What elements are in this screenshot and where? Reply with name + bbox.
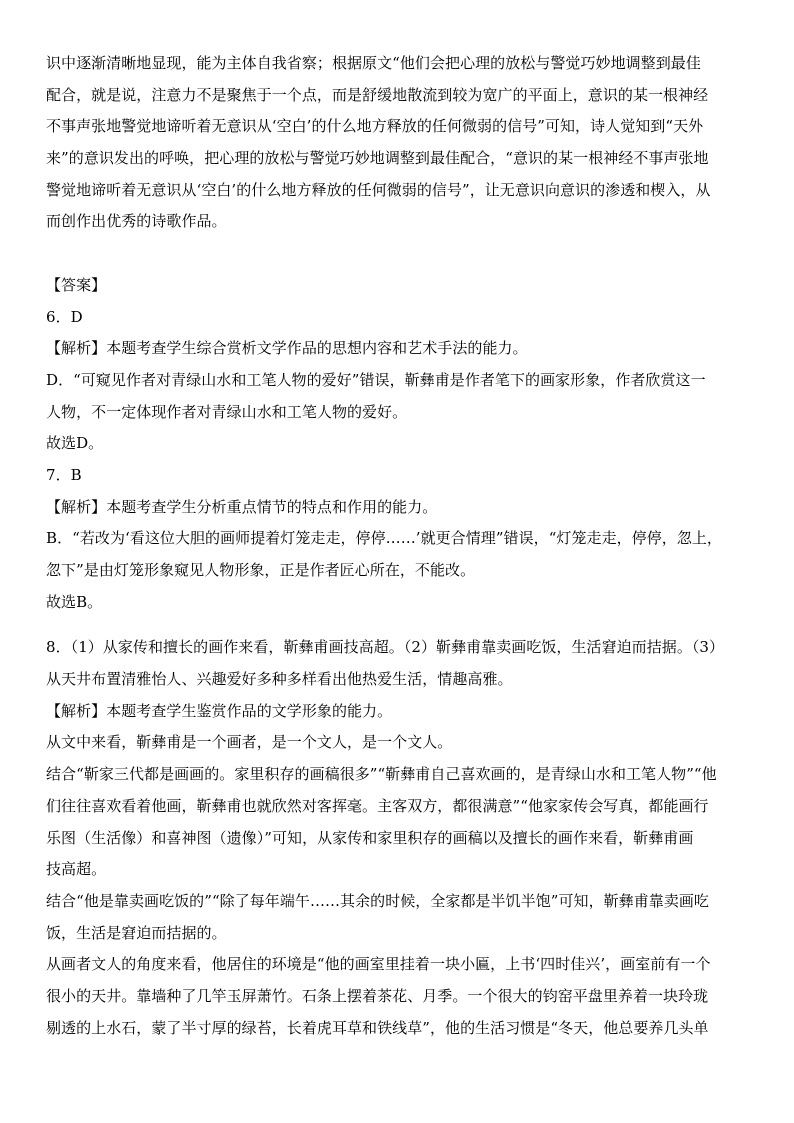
text-line: 而创作出优秀的诗歌作品。 bbox=[46, 212, 227, 231]
text-line: 乐图（生活像）和喜神图（遗像）”可知，从家传和家里积存的画稿以及擅长的画作来看，靳彝甫画 bbox=[46, 828, 694, 847]
text-line: 技高超。 bbox=[46, 860, 107, 879]
text-line: B．“若改为‘看这位大胆的画师提着灯笼走走，停停……’就更合情理”错误，“灯笼走走，停停，忽上， bbox=[46, 529, 722, 548]
text-line: 从画者文人的角度来看，他居住的环境是“他的画室里挂着一块小匾，上书‘四时佳兴’，画室前有一个 bbox=[46, 955, 711, 974]
question-6-answer: 6．D bbox=[46, 307, 83, 326]
text-line: 人物，不一定体现作者对青绿山水和工笔人物的爱好。 bbox=[46, 402, 408, 421]
text-line: 剔透的上水石，蒙了半寸厚的绿苔，长着虎耳草和铁线草”，他的生活习惯是“冬天，他总要养几头单 bbox=[46, 1018, 709, 1037]
text-line: 饭，生活是窘迫而拮据的。 bbox=[46, 923, 227, 942]
question-7-answer: 7．B bbox=[46, 465, 82, 484]
text-line: 结合“靳家三代都是画画的。家里积存的画稿很多”“靳彝甫自己喜欢画的，是青绿山水和工笔人物”“他 bbox=[46, 765, 717, 784]
text-line: 忽下”是由灯笼形象窥见人物形象，正是作者匠心所在，不能改。 bbox=[46, 561, 476, 579]
text-line: 从天井布置清雅怡人、兴趣爱好多种多样看出他热爱生活，情趣高雅。 bbox=[46, 670, 513, 689]
answer-heading: 【答案】 bbox=[46, 275, 107, 294]
text-line: 配合，就是说，注意力不是聚焦于一个点，而是舒缓地散流到较为宽广的平面上，意识的某一根神经 bbox=[46, 85, 709, 104]
question-6-block bbox=[46, 302, 752, 460]
text-line: 来”的意识发出的呼唤，把心理的放松与警觉巧妙地调整到最佳配合，“意识的某一根神经不事声张地 bbox=[46, 149, 709, 168]
text-line: D．“可窥见作者对青绿山水和工笔人物的爱好”错误，靳彝甫是作者笔下的画家形象，作者欣赏这一 bbox=[46, 370, 706, 389]
text-line: 【解析】本题考查学生鉴赏作品的文学形象的能力。 bbox=[46, 701, 393, 720]
text-line: 故选B。 bbox=[46, 592, 103, 611]
text-line: 警觉地谛听着无意识从‘空白’的什么地方释放的任何微弱的信号”，让无意识向意识的渗透和楔入，从 bbox=[46, 180, 711, 199]
text-line: 们往往喜欢看着他画，靳彝甫也就欣然对客挥毫。主客双方，都很满意”“他家家传会写真，都能画行 bbox=[46, 796, 709, 815]
blank-line bbox=[46, 618, 752, 632]
blank-line bbox=[46, 238, 752, 270]
question-8-block bbox=[46, 632, 752, 1044]
text-line: 不事声张地警觉地谛听着无意识从‘空白’的什么地方释放的任何微弱的信号”可知，诗人觉知到“天外 bbox=[46, 117, 704, 136]
text-line: 结合“他是靠卖画吃饭的”“除了每年端午……其余的时候，全家都是半饥半饱”可知，靳彝甫靠卖画吃 bbox=[46, 891, 709, 910]
document-page bbox=[46, 48, 752, 1044]
text-line: 从文中来看，靳彝甫是一个画者，是一个文人，是一个文人。 bbox=[46, 733, 453, 752]
text-line: 8．（1）从家传和擅长的画作来看，靳彝甫画技高超。（2）靳彝甫靠卖画吃饭，生活窘迫而拮据。（3） bbox=[46, 638, 725, 657]
text-line: 识中逐渐清晰地显现，能为主体自我省察；根据原文“他们会把心理的放松与警觉巧妙地调整到最佳 bbox=[46, 54, 701, 72]
text-line: 故选D。 bbox=[46, 434, 104, 453]
intro-paragraph bbox=[46, 48, 752, 238]
question-7-block bbox=[46, 460, 752, 618]
text-line: 很小的天井。靠墙种了几竿玉屏萧竹。石条上摆着茶花、月季。一个很大的钧窑平盘里养着一块玲珑 bbox=[46, 986, 709, 1005]
text-line: 【解析】本题考查学生分析重点情节的特点和作用的能力。 bbox=[46, 497, 438, 516]
text-line: 【解析】本题考查学生综合赏析文学作品的思想内容和艺术手法的能力。 bbox=[46, 339, 528, 358]
